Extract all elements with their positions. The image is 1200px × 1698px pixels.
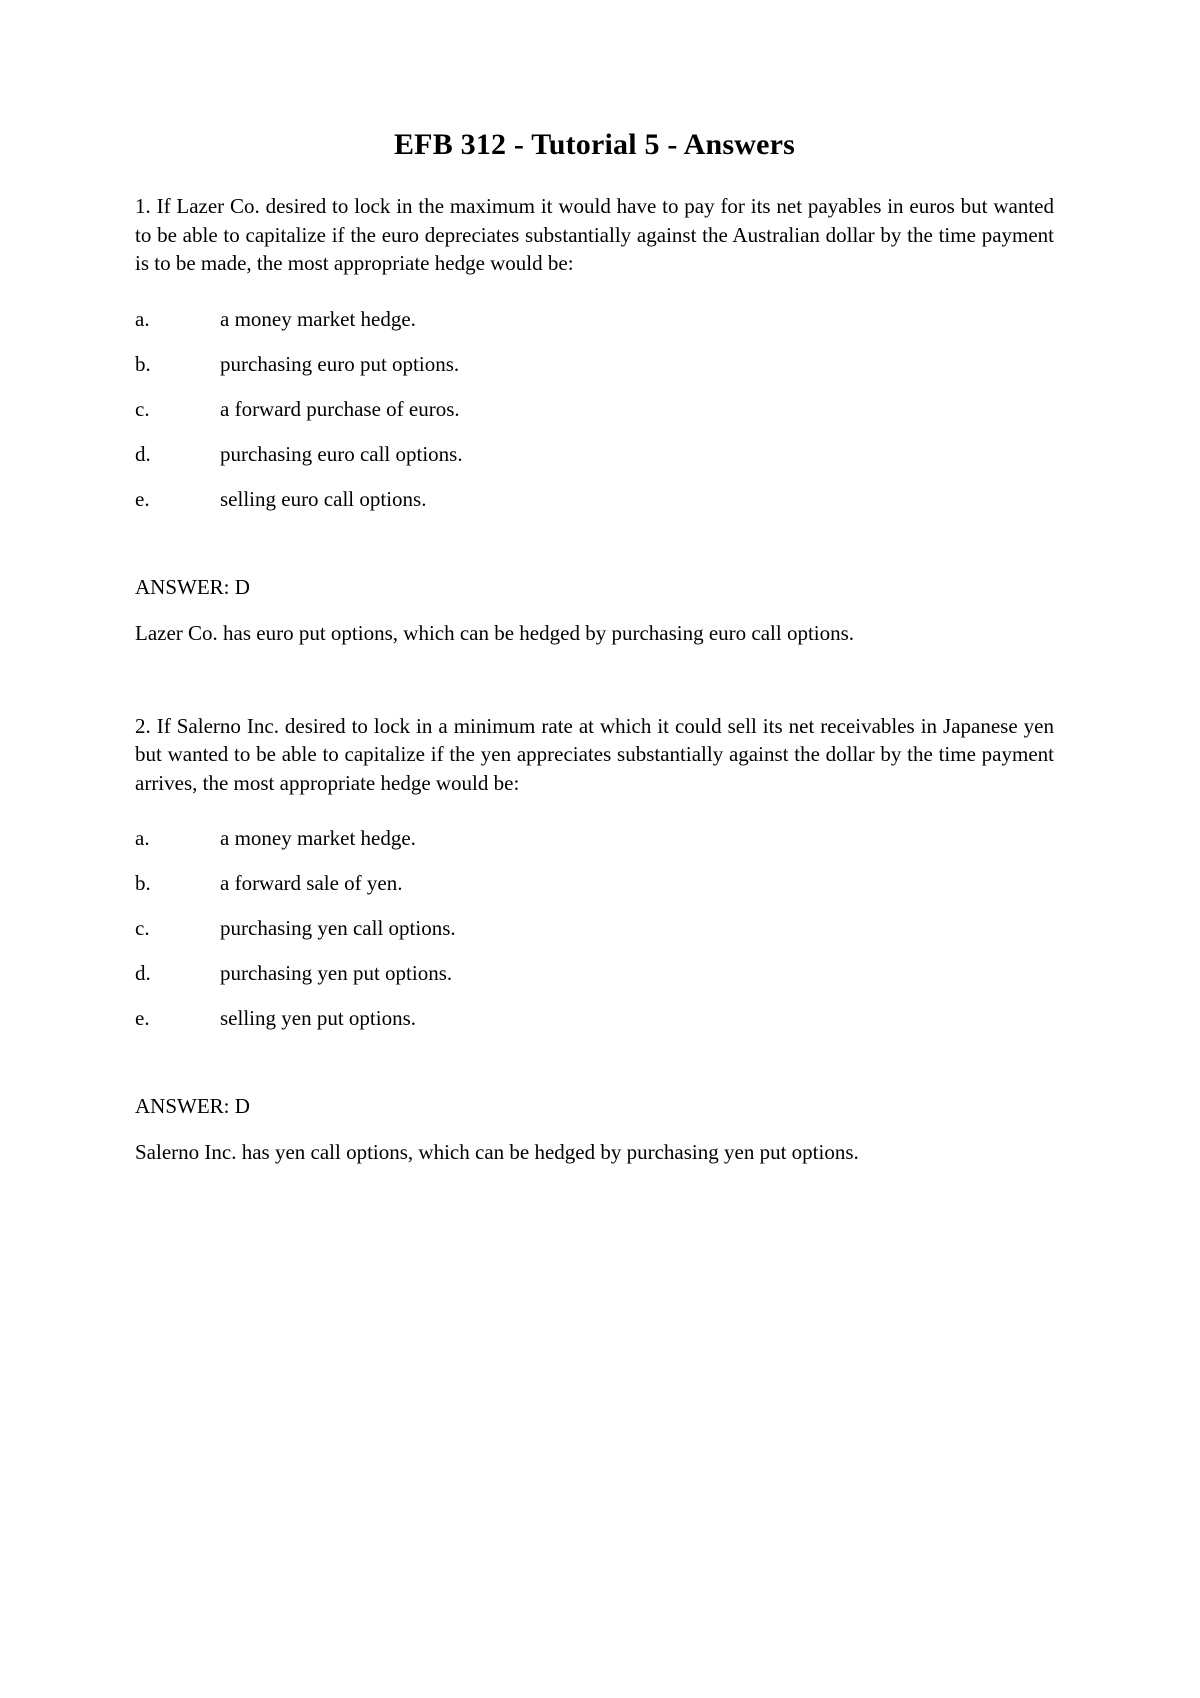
option-text: purchasing yen put options.	[220, 961, 453, 986]
option-letter: b.	[135, 351, 151, 376]
question-2-block	[135, 712, 1054, 1168]
question-1-prompt: 1. If Lazer Co. desired to lock in the maximum it would have to pay for its net payables in euros but wanted to be able to capitalize if the euro depreciates substantially against the Australian dollar by the time payment is to be made, the most appropriate hedge would be:	[135, 194, 1054, 276]
answer-label: ANSWER: D	[135, 1094, 250, 1119]
option-row	[135, 872, 1054, 894]
question-2-options	[135, 827, 1054, 1029]
option-row	[135, 917, 1054, 939]
option-letter: d.	[135, 961, 151, 986]
option-letter: d.	[135, 441, 151, 466]
page-title: EFB 312 - Tutorial 5 - Answers	[393, 128, 796, 161]
question-2-prompt: 2. If Salerno Inc. desired to lock in a minimum rate at which it could sell its net receivables in Japanese yen but wanted to be able to capitalize if the yen appreciates substantially against the dollar by the time payment arrives, the most appropriate hedge would be:	[135, 713, 1054, 795]
option-text: a money market hedge.	[220, 306, 416, 331]
option-letter: c.	[135, 396, 150, 421]
question-1-options	[135, 308, 1054, 510]
answer-explanation: Lazer Co. has euro put options, which can be hedged by purchasing euro call options.	[135, 620, 855, 645]
option-text: purchasing euro call options.	[220, 441, 463, 466]
option-row	[135, 1007, 1054, 1029]
option-text: purchasing euro put options.	[220, 351, 460, 376]
question-1-block	[135, 192, 1054, 648]
option-letter: e.	[135, 486, 150, 511]
option-row	[135, 962, 1054, 984]
option-row	[135, 488, 1054, 510]
answer-explanation: Salerno Inc. has yen call options, which can be hedged by purchasing yen put options.	[135, 1140, 859, 1165]
option-text: a forward sale of yen.	[220, 871, 403, 896]
option-text: purchasing yen call options.	[220, 916, 456, 941]
option-letter: a.	[135, 306, 150, 331]
option-text: selling euro call options.	[220, 486, 427, 511]
option-letter: a.	[135, 826, 150, 851]
option-letter: b.	[135, 871, 151, 896]
option-row	[135, 353, 1054, 375]
option-text: selling yen put options.	[220, 1006, 416, 1031]
option-row	[135, 827, 1054, 849]
option-row	[135, 398, 1054, 420]
answer-label: ANSWER: D	[135, 574, 250, 599]
option-letter: e.	[135, 1006, 150, 1031]
option-row	[135, 308, 1054, 330]
option-text: a money market hedge.	[220, 826, 416, 851]
option-letter: c.	[135, 916, 150, 941]
option-row	[135, 443, 1054, 465]
option-text: a forward purchase of euros.	[220, 396, 460, 421]
